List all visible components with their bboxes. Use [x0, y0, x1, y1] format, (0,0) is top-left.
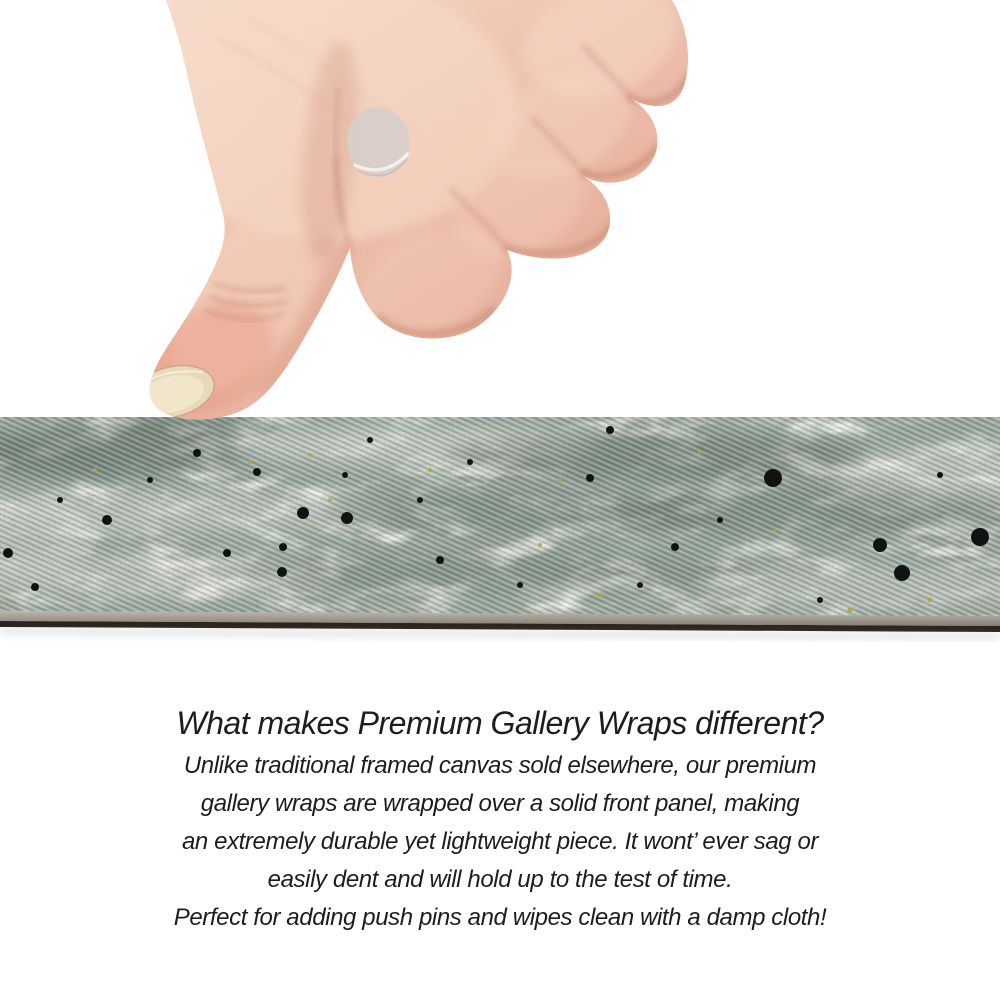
canvas-edge-photo [0, 417, 1000, 647]
canvas-texture [0, 417, 1000, 617]
body-line-5: Perfect for adding push pins and wipes clean with a damp cloth! [173, 904, 827, 931]
body-line-2: gallery wraps are wrapped over a solid front panel, making [200, 790, 800, 817]
body-line-3: an extremely durable yet lightweight piece. It wont’ ever sag or [181, 828, 819, 855]
marketing-copy [0, 701, 1000, 937]
body-line-4: easily dent and will hold up to the test of time. [267, 866, 733, 893]
body-line-1: Unlike traditional framed canvas sold elsewhere, our premium [183, 752, 817, 779]
headline: What makes Premium Gallery Wraps different? [176, 705, 824, 741]
hand-photo [0, 0, 1000, 424]
